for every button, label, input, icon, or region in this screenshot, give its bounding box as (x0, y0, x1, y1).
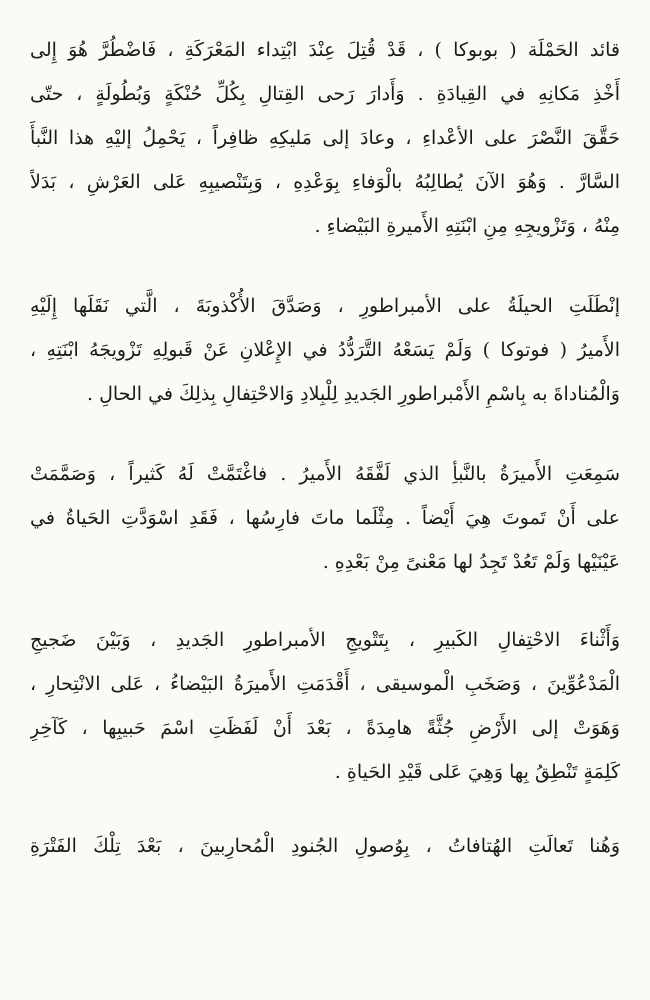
text-line: مِنْهُ ، وَتَزْويجِهِ مِنِ ابْنَتِهِ الأَميرةِ البَيْضاءِ . (314, 215, 620, 237)
text-line: الأَميرُ ( فوتوكا ) وَلَمْ يَسَعْهُ التَّرَدُّدُ في الإِعْلانِ عَنْ قَبولِهِ تَزْويجَهُ ابْنَتِهِ ، (30, 339, 620, 361)
text-line: إنْطَلَتِ الحيلَةُ على الأمبراطورِ ، وَصَدَّقَ الأُكْذوبَةَ ، الَّتي نَقَلَها إِلَيْهِ (30, 295, 620, 317)
text-line: كَلِمَةٍ تَنْطِقُ بِها وَهِيَ عَلى قَيْدِ الحَياةِ . (334, 761, 620, 783)
paragraph-3 (30, 452, 620, 584)
text-line: السَّارَّ . وَهُوَ الآنَ يُطالِبُهُ بالْوَفاءِ بِوَعْدِهِ ، وَبِتَنْصيبِهِ عَلى العَرْشِ ، بَدَلاً (30, 171, 620, 193)
text-line: وَهَوَتْ إلى الأَرْضِ جُثَّةً هامِدَةً ، بَعْدَ أَنْ لَفَظَتِ اسْمَ حَبيبِها ، كَآخِرِ (30, 717, 620, 739)
text-line: وَهُنا تَعالَتِ الهُتافاتُ ، بِوُصولِ الجُنودِ الْمُحارِبينَ ، بَعْدَ تِلْكَ الفَتْرَةِ (30, 835, 620, 857)
paragraph-5 (30, 824, 620, 868)
text-line: وَالْمُناداةَ به بِاسْمِ الأَمْبراطورِ الجَديدِ لِلْبِلادِ وَالاحْتِفالِ بِذلِكَ في الحالِ . (87, 383, 620, 405)
text-line: الْمَدْعُوِّينَ ، وَصَخَبِ الْموسيقى ، أَقْدَمَتِ الأَميرَةُ البَيْضاءُ ، عَلى الانْتِحارِ ، (30, 673, 620, 695)
text-line: سَمِعَتِ الأَميرَةُ بالنَّبأِ الذي لَفَّقَهُ الأَميرُ . فاغْتَمَّتْ لَهُ كَثيراً ، وَصَمَّمَتْ (30, 463, 620, 485)
text-line: عَيْنَيْها وَلَمْ تَعُدْ تَجِدُ لها مَعْنىً مِنْ بَعْدِهِ . (322, 551, 620, 573)
text-line: وَأَثْناءَ الاحْتِفالِ الكَبيرِ ، بِتَتْويجِ الأمبراطورِ الجَديدِ ، وَبَيْنَ ضَجيجِ (30, 629, 620, 651)
text-line: حَقَّقَ النَّصْرَ على الأعْداءِ ، وعادَ إلى مَليكِهِ ظافِراً ، يَحْمِلُ إليْهِ هذا النَّبأَ (30, 127, 620, 149)
paragraph-4 (30, 618, 620, 794)
paragraph-1 (30, 28, 620, 248)
text-line: أَخْذِ مَكانِهِ في القِيادَةِ . وَأَدارَ رَحى القِتالِ بِكُلِّ حُنْكَةٍ وَبُطُولَةٍ ، حتّى (30, 83, 620, 105)
paragraph-2 (30, 284, 620, 416)
text-line: قائد الحَمْلَة ( بوبوكا ) ، قَدْ قُتِلَ عِنْدَ ابْتِداء المَعْرَكَةِ ، فَاضْطُرَّ هُوَ إِلى (30, 39, 620, 61)
text-line: على أَنْ تَموتَ هِيَ أَيْضاً . مِثْلَما ماتَ فارِسُها ، فَقَدِ اسْوَدَّتِ الحَياةُ في (30, 507, 620, 529)
